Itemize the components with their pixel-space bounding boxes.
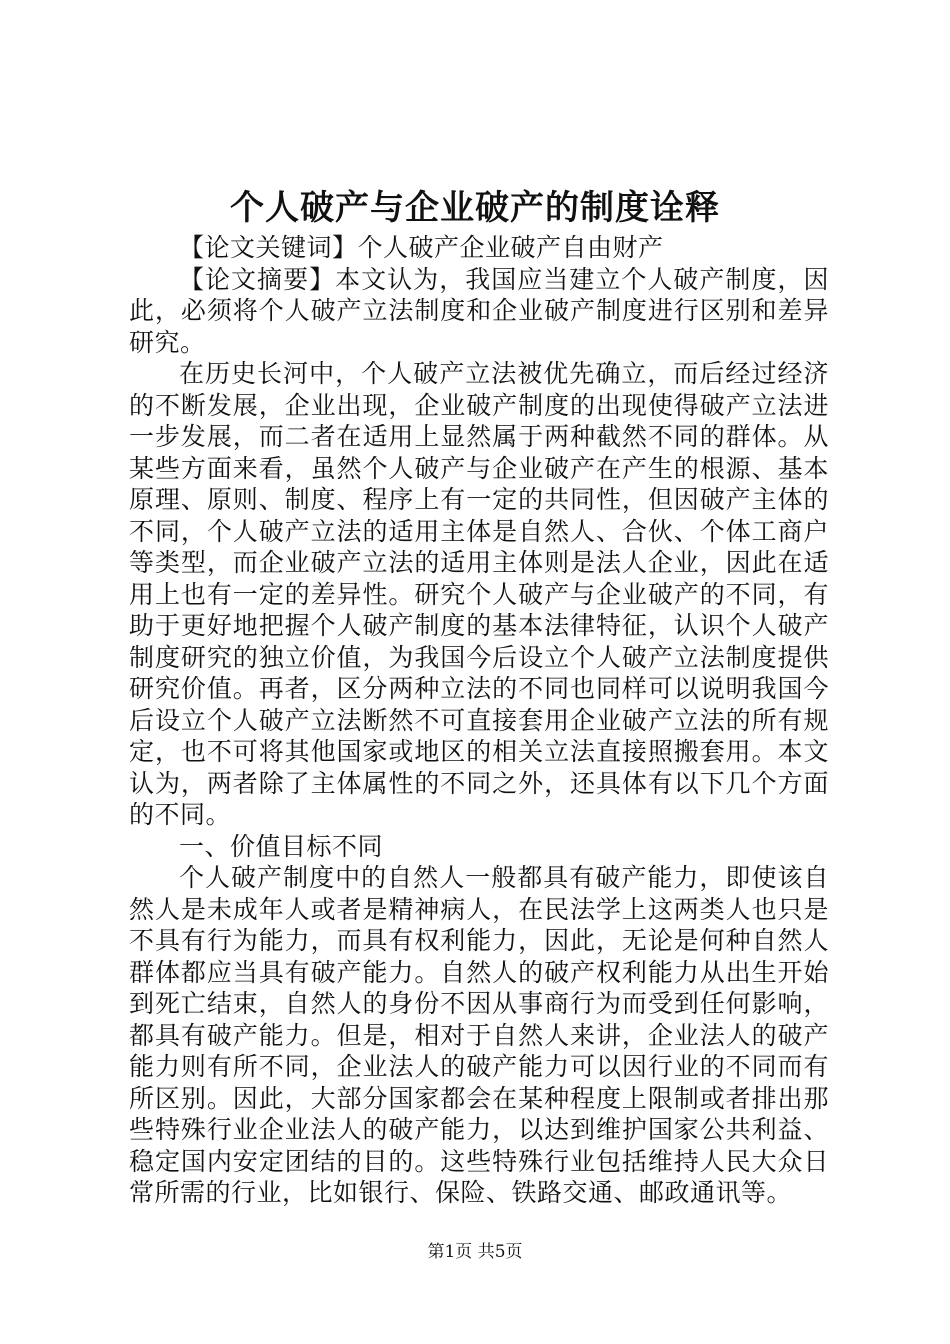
keywords-paragraph: 【论文关键词】个人破产企业破产自由财产: [179, 233, 664, 262]
document-title: 个人破产与企业破产的制度诠释: [230, 188, 720, 228]
body-paragraph-1: 在历史长河中，个人破产立法被优先确立，而后经过经济的不断发展，企业出现，企业破产制度的出现使得破产立法进一步发展，而二者在适用上显然属于两种截然不同的群体。从某些方面来看，虽然个人破产与企业破产在产生的根源、基本原理、原则、制度、程序上有一定的共同性，但因破产主体的不同，个人破产立法的适用主体是自然人、合伙、个体工商户等类型，而企业破产立法的适用主体则是法人企业，因此在适用上也有一定的差异性。研究个人破产与企业破产的不同，有助于更好地把握个人破产制度的基本法律特征，认识个人破产制度研究的独立价值，为我国今后设立个人破产立法制度提供研究价值。再者，区分两种立法的不同也同样可以说明我国今后设立个人破产立法断然不可直接套用企业破产立法的所有规定，也不可将其他国家或地区的相关立法直接照搬套用。本文认为，两者除了主体属性的不同之外，还具体有以下几个方面的不同。: [129, 359, 829, 829]
body-paragraph-2: 个人破产制度中的自然人一般都具有破产能力，即使该自然人是未成年人或者是精神病人，在民法学上这两类人也只是不具有行为能力，而具有权利能力，因此，无论是何种自然人群体都应当具有破产能力。自然人的破产权利能力从出生开始到死亡结束，自然人的身份不因从事商行为而受到任何影响，都具有破产能力。但是，相对于自然人来讲，企业法人的破产能力则有所不同，企业法人的破产能力可以因行业的不同而有所区别。因此，大部分国家都会在某种程度上限制或者排出那些特殊行业企业法人的破产能力，以达到维护国家公共利益、稳定国内安定团结的目的。这些特殊行业包括维持人民大众日常所需的行业，比如银行、保险、铁路交通、邮政通讯等。: [129, 863, 829, 1207]
section-heading-1: 一、价值目标不同: [179, 831, 384, 861]
document-body: [129, 232, 829, 1209]
abstract-paragraph: 【论文摘要】本文认为，我国应当建立个人破产制度，因此，必须将个人破产立法制度和企业破产制度进行区别和差异研究。: [129, 264, 829, 357]
page-footer: 第1页 共5页: [427, 1242, 523, 1262]
